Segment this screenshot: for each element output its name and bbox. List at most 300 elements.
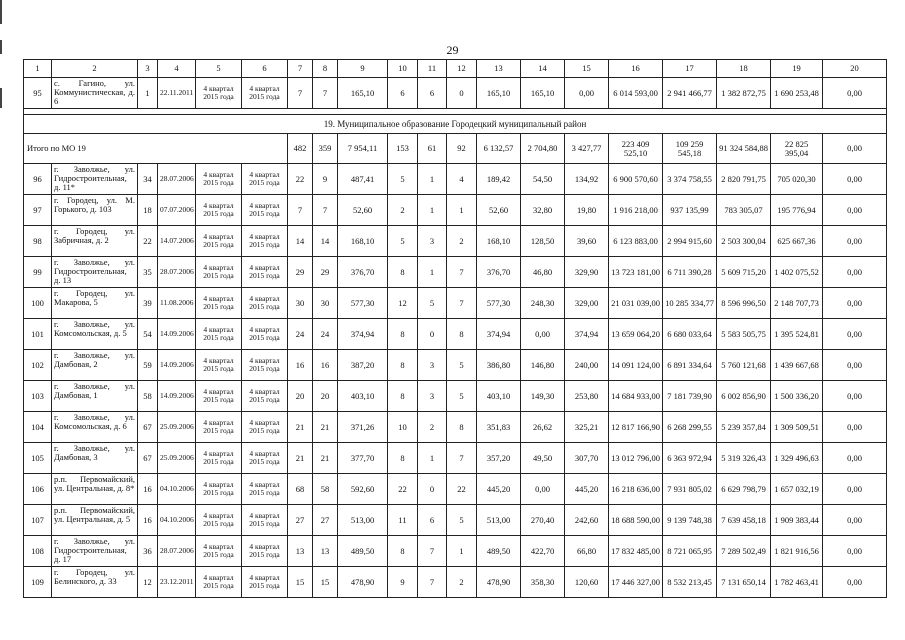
table-cell: 4 квартал 2015 года bbox=[196, 164, 242, 195]
table-cell: 97 bbox=[24, 195, 52, 226]
table-cell: 168,10 bbox=[338, 226, 388, 257]
table-cell: 7 bbox=[418, 567, 447, 598]
table-cell: 52,60 bbox=[338, 195, 388, 226]
table-cell: 1 bbox=[447, 536, 477, 567]
table-cell: 0,00 bbox=[823, 226, 887, 257]
table-cell: 6 891 334,64 bbox=[663, 350, 717, 381]
column-number: 5 bbox=[196, 60, 242, 78]
table-cell: 4 квартал 2015 года bbox=[196, 412, 242, 443]
table-cell: 489,50 bbox=[477, 536, 521, 567]
column-number: 4 bbox=[158, 60, 196, 78]
table-cell: 27 bbox=[313, 505, 338, 536]
table-cell: 6 bbox=[388, 78, 418, 109]
table-cell: 0,00 bbox=[823, 78, 887, 109]
table-cell: 14.09.2006 bbox=[158, 350, 196, 381]
table-cell: 1 bbox=[418, 257, 447, 288]
table-cell: 374,94 bbox=[338, 319, 388, 350]
table-cell: 13 bbox=[313, 536, 338, 567]
table-cell: 4 квартал 2015 года bbox=[242, 164, 288, 195]
table-cell: 1 bbox=[418, 164, 447, 195]
table-cell: 325,21 bbox=[565, 412, 609, 443]
table-cell: 3 bbox=[418, 350, 447, 381]
table-row bbox=[24, 257, 887, 288]
table-cell: 4 квартал 2015 года bbox=[242, 288, 288, 319]
table-cell: 67 bbox=[138, 443, 158, 474]
table-cell: 0 bbox=[447, 78, 477, 109]
table-cell: 8 bbox=[388, 257, 418, 288]
table-cell: 109 bbox=[24, 567, 52, 598]
table-cell: 6 bbox=[418, 78, 447, 109]
table-cell: 6 900 570,60 bbox=[609, 164, 663, 195]
table-cell: г. Городец, ул. Забричная, д. 2 bbox=[52, 226, 138, 257]
table-cell: 16 bbox=[313, 350, 338, 381]
table-cell: 22 bbox=[388, 474, 418, 505]
table-cell: 16 bbox=[138, 474, 158, 505]
table-cell: 14 684 933,00 bbox=[609, 381, 663, 412]
table-cell: р.п. Первомайский, ул. Центральная, д. 5 bbox=[52, 505, 138, 536]
table-cell: 489,50 bbox=[338, 536, 388, 567]
table-cell: 6 629 798,79 bbox=[717, 474, 771, 505]
table-cell: 15 bbox=[313, 567, 338, 598]
table-cell: г. Городец, ул. М. Горького, д. 103 bbox=[52, 195, 138, 226]
table-cell: 371,26 bbox=[338, 412, 388, 443]
table-cell: 5 bbox=[447, 381, 477, 412]
table-cell: 52,60 bbox=[477, 195, 521, 226]
table-cell: 0,00 bbox=[823, 536, 887, 567]
left-edge-mark bbox=[0, 88, 2, 108]
page-number: 29 bbox=[446, 43, 459, 57]
table-cell: 1 782 463,41 bbox=[771, 567, 823, 598]
table-cell: 0,00 bbox=[823, 412, 887, 443]
table-cell: 4 квартал 2015 года bbox=[242, 381, 288, 412]
table-cell: 15 bbox=[288, 567, 313, 598]
table-cell: 66,80 bbox=[565, 536, 609, 567]
table-cell: 0,00 bbox=[521, 474, 565, 505]
table-cell: 4 квартал 2015 года bbox=[196, 536, 242, 567]
table-cell: 1 382 872,75 bbox=[717, 78, 771, 109]
table-cell: 17 832 485,00 bbox=[609, 536, 663, 567]
table-cell: 8 532 213,45 bbox=[663, 567, 717, 598]
table-row bbox=[24, 78, 887, 109]
table-cell: 7 289 502,49 bbox=[717, 536, 771, 567]
table-cell: 120,60 bbox=[565, 567, 609, 598]
table-cell: 374,94 bbox=[565, 319, 609, 350]
total-cell: 61 bbox=[418, 134, 447, 164]
table-cell: 165,10 bbox=[521, 78, 565, 109]
table-cell: 128,50 bbox=[521, 226, 565, 257]
table-cell: 96 bbox=[24, 164, 52, 195]
total-cell: 3 427,77 bbox=[565, 134, 609, 164]
table-cell: 8 bbox=[447, 319, 477, 350]
section-title: 19. Муниципальное образование Городецкий муниципальный район bbox=[24, 115, 887, 134]
table-cell: 2 503 300,04 bbox=[717, 226, 771, 257]
table-cell: 8 bbox=[388, 350, 418, 381]
table-cell: 7 639 458,18 bbox=[717, 505, 771, 536]
table-cell: 04.10.2006 bbox=[158, 474, 196, 505]
table-cell: 99 bbox=[24, 257, 52, 288]
table-cell: 4 квартал 2015 года bbox=[196, 257, 242, 288]
table-cell: 2 bbox=[418, 412, 447, 443]
table-cell: 577,30 bbox=[338, 288, 388, 319]
table-cell: 253,80 bbox=[565, 381, 609, 412]
table-cell: 11.08.2006 bbox=[158, 288, 196, 319]
table-cell: 21 bbox=[288, 412, 313, 443]
table-cell: 403,10 bbox=[338, 381, 388, 412]
table-cell: г. Заволжье, ул. Гидростроительная, д. 17 bbox=[52, 536, 138, 567]
table-cell: 705 020,30 bbox=[771, 164, 823, 195]
table-cell: 21 bbox=[313, 412, 338, 443]
table-cell: 4 квартал 2015 года bbox=[242, 412, 288, 443]
table-cell: 13 659 064,20 bbox=[609, 319, 663, 350]
table-cell: 7 bbox=[288, 195, 313, 226]
table-cell: 12 bbox=[138, 567, 158, 598]
table-cell: 10 285 334,77 bbox=[663, 288, 717, 319]
table-cell: 39,60 bbox=[565, 226, 609, 257]
table-cell: 8 721 065,95 bbox=[663, 536, 717, 567]
table-cell: 134,92 bbox=[565, 164, 609, 195]
table-cell: 28.07.2006 bbox=[158, 536, 196, 567]
register-table bbox=[23, 59, 887, 598]
table-cell: 2 148 707,73 bbox=[771, 288, 823, 319]
table-cell: 168,10 bbox=[477, 226, 521, 257]
table-cell: 1 916 218,00 bbox=[609, 195, 663, 226]
table-cell: 248,30 bbox=[521, 288, 565, 319]
table-cell: 195 776,94 bbox=[771, 195, 823, 226]
column-number: 10 bbox=[388, 60, 418, 78]
table-cell: 625 667,36 bbox=[771, 226, 823, 257]
table-cell: 14 bbox=[288, 226, 313, 257]
table-cell: 376,70 bbox=[338, 257, 388, 288]
total-cell: 482 bbox=[288, 134, 313, 164]
table-cell: 4 квартал 2015 года bbox=[196, 288, 242, 319]
table-cell: 17 446 327,00 bbox=[609, 567, 663, 598]
table-cell: 14.09.2006 bbox=[158, 319, 196, 350]
table-cell: 5 319 326,43 bbox=[717, 443, 771, 474]
table-cell: 387,20 bbox=[338, 350, 388, 381]
table-cell: 0 bbox=[418, 319, 447, 350]
table-cell: 58 bbox=[138, 381, 158, 412]
table-cell: 592,60 bbox=[338, 474, 388, 505]
table-cell: 28.07.2006 bbox=[158, 257, 196, 288]
table-cell: 4 квартал 2015 года bbox=[196, 350, 242, 381]
table-cell: 5 bbox=[447, 505, 477, 536]
table-cell: 4 квартал 2015 года bbox=[242, 350, 288, 381]
table-cell: г. Заволжье, ул. Комсомольская, д. 5 bbox=[52, 319, 138, 350]
table-cell: 4 квартал 2015 года bbox=[196, 78, 242, 109]
table-cell: 0 bbox=[418, 474, 447, 505]
table-cell: 6 002 856,90 bbox=[717, 381, 771, 412]
table-row bbox=[24, 226, 887, 257]
table-cell: 0,00 bbox=[823, 288, 887, 319]
table-cell: 165,10 bbox=[477, 78, 521, 109]
table-cell: 95 bbox=[24, 78, 52, 109]
table-cell: 0,00 bbox=[823, 505, 887, 536]
column-number: 14 bbox=[521, 60, 565, 78]
table-cell: 149,30 bbox=[521, 381, 565, 412]
table-cell: 478,90 bbox=[477, 567, 521, 598]
table-cell: 8 bbox=[388, 381, 418, 412]
table-cell: 04.10.2006 bbox=[158, 505, 196, 536]
table-cell: 0,00 bbox=[823, 195, 887, 226]
table-cell: 1 bbox=[418, 443, 447, 474]
table-cell: г. Заволжье, ул. Дамбовая, 1 bbox=[52, 381, 138, 412]
table-cell: 100 bbox=[24, 288, 52, 319]
table-cell: 0,00 bbox=[823, 474, 887, 505]
table-cell: 7 bbox=[447, 443, 477, 474]
table-cell: 106 bbox=[24, 474, 52, 505]
table-cell: 1 bbox=[447, 195, 477, 226]
table-cell: 4 квартал 2015 года bbox=[242, 443, 288, 474]
table-cell: 4 квартал 2015 года bbox=[242, 226, 288, 257]
table-cell: 39 bbox=[138, 288, 158, 319]
table-cell: 6 123 883,00 bbox=[609, 226, 663, 257]
table-cell: 1 bbox=[418, 195, 447, 226]
table-cell: 6 268 299,55 bbox=[663, 412, 717, 443]
table-cell: 270,40 bbox=[521, 505, 565, 536]
table-cell: 24 bbox=[288, 319, 313, 350]
table-cell: 16 bbox=[288, 350, 313, 381]
table-cell: 8 bbox=[388, 536, 418, 567]
table-cell: 4 квартал 2015 года bbox=[242, 257, 288, 288]
table-cell: 103 bbox=[24, 381, 52, 412]
table-cell: 5 239 357,84 bbox=[717, 412, 771, 443]
table-cell: 4 квартал 2015 года bbox=[242, 195, 288, 226]
table-cell: 357,20 bbox=[477, 443, 521, 474]
table-cell: 189,42 bbox=[477, 164, 521, 195]
table-cell: г. Заволжье, ул. Дамбовая, 2 bbox=[52, 350, 138, 381]
total-cell: 109 259 545,18 bbox=[663, 134, 717, 164]
table-cell: 4 bbox=[447, 164, 477, 195]
table-row bbox=[24, 474, 887, 505]
table-cell: 783 305,07 bbox=[717, 195, 771, 226]
table-cell: 4 квартал 2015 года bbox=[242, 474, 288, 505]
table-cell: 4 квартал 2015 года bbox=[242, 536, 288, 567]
table-cell: 445,20 bbox=[565, 474, 609, 505]
column-number: 17 bbox=[663, 60, 717, 78]
table-cell: 4 квартал 2015 года bbox=[242, 505, 288, 536]
table-cell: 21 031 039,00 bbox=[609, 288, 663, 319]
table-cell: 28.07.2006 bbox=[158, 164, 196, 195]
table-cell: 25.09.2006 bbox=[158, 443, 196, 474]
table-cell: 7 bbox=[313, 195, 338, 226]
column-number: 8 bbox=[313, 60, 338, 78]
table-cell: 1 309 509,51 bbox=[771, 412, 823, 443]
table-cell: г. Заволжье, ул. Дамбовая, 3 bbox=[52, 443, 138, 474]
table-cell: 2 bbox=[447, 226, 477, 257]
table-cell: 146,80 bbox=[521, 350, 565, 381]
table-cell: 16 bbox=[138, 505, 158, 536]
table-cell: 4 квартал 2015 года bbox=[196, 381, 242, 412]
table-cell: 1 909 383,44 bbox=[771, 505, 823, 536]
table-cell: 478,90 bbox=[338, 567, 388, 598]
table-cell: 0,00 bbox=[521, 319, 565, 350]
table-cell: 937 135,99 bbox=[663, 195, 717, 226]
column-number: 18 bbox=[717, 60, 771, 78]
table-cell: 21 bbox=[288, 443, 313, 474]
table-cell: 7 181 739,90 bbox=[663, 381, 717, 412]
table-cell: 7 bbox=[418, 536, 447, 567]
column-number: 15 bbox=[565, 60, 609, 78]
table-row bbox=[24, 567, 887, 598]
table-cell: 4 квартал 2015 года bbox=[242, 78, 288, 109]
table-cell: 22 bbox=[288, 164, 313, 195]
total-row bbox=[24, 134, 887, 164]
table-row bbox=[24, 505, 887, 536]
table-cell: 30 bbox=[288, 288, 313, 319]
table-cell: 4 квартал 2015 года bbox=[196, 319, 242, 350]
total-cell: 91 324 584,88 bbox=[717, 134, 771, 164]
table-cell: 4 квартал 2015 года bbox=[196, 195, 242, 226]
table-cell: 5 bbox=[418, 288, 447, 319]
table-cell: 32,80 bbox=[521, 195, 565, 226]
table-cell: 13 723 181,00 bbox=[609, 257, 663, 288]
table-cell: 24 bbox=[313, 319, 338, 350]
table-cell: 0,00 bbox=[823, 257, 887, 288]
table-cell: р.п. Первомайский, ул. Центральная, д. 8* bbox=[52, 474, 138, 505]
column-number: 11 bbox=[418, 60, 447, 78]
table-cell: 7 bbox=[447, 257, 477, 288]
table-cell: 23.12.2011 bbox=[158, 567, 196, 598]
table-cell: 46,80 bbox=[521, 257, 565, 288]
table-cell: 513,00 bbox=[477, 505, 521, 536]
table-cell: 5 609 715,20 bbox=[717, 257, 771, 288]
table-cell: 577,30 bbox=[477, 288, 521, 319]
table-cell: 2 941 466,77 bbox=[663, 78, 717, 109]
table-cell: 0,00 bbox=[823, 350, 887, 381]
table-cell: 445,20 bbox=[477, 474, 521, 505]
column-number: 2 bbox=[52, 60, 138, 78]
table-cell: 376,70 bbox=[477, 257, 521, 288]
table-cell: г. Заволжье, ул. Комсомольская, д. 6 bbox=[52, 412, 138, 443]
table-cell: 21 bbox=[313, 443, 338, 474]
table-cell: 487,41 bbox=[338, 164, 388, 195]
table-cell: 5 760 121,68 bbox=[717, 350, 771, 381]
table-cell: г. Городец, ул. Белинского, д. 33 bbox=[52, 567, 138, 598]
table-cell: 4 квартал 2015 года bbox=[196, 505, 242, 536]
table-cell: 107 bbox=[24, 505, 52, 536]
table-cell: 9 bbox=[388, 567, 418, 598]
table-cell: 14.09.2006 bbox=[158, 381, 196, 412]
table-cell: 30 bbox=[313, 288, 338, 319]
table-cell: 4 квартал 2015 года bbox=[196, 443, 242, 474]
table-cell: 403,10 bbox=[477, 381, 521, 412]
table-cell: г. Заволжье, ул. Гидростроительная, д. 13 bbox=[52, 257, 138, 288]
table-cell: 22.11.2011 bbox=[158, 78, 196, 109]
total-cell: 7 954,11 bbox=[338, 134, 388, 164]
table-cell: 6 680 033,64 bbox=[663, 319, 717, 350]
table-cell: 22 bbox=[138, 226, 158, 257]
total-cell: 0,00 bbox=[823, 134, 887, 164]
table-cell: 422,70 bbox=[521, 536, 565, 567]
table-row bbox=[24, 195, 887, 226]
table-cell: 329,90 bbox=[565, 257, 609, 288]
table-cell: 20 bbox=[313, 381, 338, 412]
left-edge-mark bbox=[0, 0, 2, 24]
table-cell: 1 bbox=[138, 78, 158, 109]
table-cell: 242,60 bbox=[565, 505, 609, 536]
table-cell: 2 820 791,75 bbox=[717, 164, 771, 195]
table-cell: 8 596 996,50 bbox=[717, 288, 771, 319]
table-cell: 351,83 bbox=[477, 412, 521, 443]
column-number: 19 bbox=[771, 60, 823, 78]
table-row bbox=[24, 350, 887, 381]
table-cell: 1 329 496,63 bbox=[771, 443, 823, 474]
table-cell: 6 363 972,94 bbox=[663, 443, 717, 474]
table-cell: 9 bbox=[313, 164, 338, 195]
table-row bbox=[24, 412, 887, 443]
total-cell: 22 825 395,04 bbox=[771, 134, 823, 164]
table-cell: 4 квартал 2015 года bbox=[196, 226, 242, 257]
table-cell: 18 bbox=[138, 195, 158, 226]
table-cell: 2 994 915,60 bbox=[663, 226, 717, 257]
table-cell: 104 bbox=[24, 412, 52, 443]
table-cell: 1 690 253,48 bbox=[771, 78, 823, 109]
table-cell: 1 395 524,81 bbox=[771, 319, 823, 350]
table-cell: 7 bbox=[288, 78, 313, 109]
table-cell: 14.07.2006 bbox=[158, 226, 196, 257]
table-cell: 67 bbox=[138, 412, 158, 443]
total-cell: 6 132,57 bbox=[477, 134, 521, 164]
column-number: 16 bbox=[609, 60, 663, 78]
column-number: 1 bbox=[24, 60, 52, 78]
table-row bbox=[24, 164, 887, 195]
table-cell: 13 bbox=[288, 536, 313, 567]
total-cell: 153 bbox=[388, 134, 418, 164]
table-cell: 0,00 bbox=[823, 164, 887, 195]
column-number: 7 bbox=[288, 60, 313, 78]
table-cell: 2 bbox=[388, 195, 418, 226]
table-cell: 513,00 bbox=[338, 505, 388, 536]
table-cell: 329,00 bbox=[565, 288, 609, 319]
table-cell: 22 bbox=[447, 474, 477, 505]
table-cell: 8 bbox=[447, 412, 477, 443]
table-cell: 13 012 796,00 bbox=[609, 443, 663, 474]
table-cell: г. Городец, ул. Макарова, 5 bbox=[52, 288, 138, 319]
table-cell: 5 583 505,75 bbox=[717, 319, 771, 350]
column-number: 12 bbox=[447, 60, 477, 78]
table-cell: 4 квартал 2015 года bbox=[242, 319, 288, 350]
table-cell: 54 bbox=[138, 319, 158, 350]
table-cell: 5 bbox=[388, 164, 418, 195]
table-cell: 12 bbox=[388, 288, 418, 319]
table-cell: 19,80 bbox=[565, 195, 609, 226]
table-cell: 105 bbox=[24, 443, 52, 474]
table-cell: 0,00 bbox=[823, 567, 887, 598]
table-cell: 165,10 bbox=[338, 78, 388, 109]
table-cell: 18 688 590,00 bbox=[609, 505, 663, 536]
table-cell: 5 bbox=[388, 226, 418, 257]
table-cell: 1 500 336,20 bbox=[771, 381, 823, 412]
table-cell: 0,00 bbox=[565, 78, 609, 109]
table-cell: 358,30 bbox=[521, 567, 565, 598]
table-cell: 10 bbox=[388, 412, 418, 443]
table-cell: 101 bbox=[24, 319, 52, 350]
table-cell: 35 bbox=[138, 257, 158, 288]
column-number: 6 bbox=[242, 60, 288, 78]
table-row bbox=[24, 319, 887, 350]
table-cell: 6 711 390,28 bbox=[663, 257, 717, 288]
column-number: 20 bbox=[823, 60, 887, 78]
table-cell: 0,00 bbox=[823, 381, 887, 412]
table-cell: 7 bbox=[447, 288, 477, 319]
table-cell: 4 квартал 2015 года bbox=[196, 567, 242, 598]
table-cell: 4 квартал 2015 года bbox=[242, 567, 288, 598]
table-cell: 29 bbox=[313, 257, 338, 288]
table-cell: 36 bbox=[138, 536, 158, 567]
table-cell: 26,62 bbox=[521, 412, 565, 443]
table-cell: 1 657 032,19 bbox=[771, 474, 823, 505]
table-cell: 98 bbox=[24, 226, 52, 257]
